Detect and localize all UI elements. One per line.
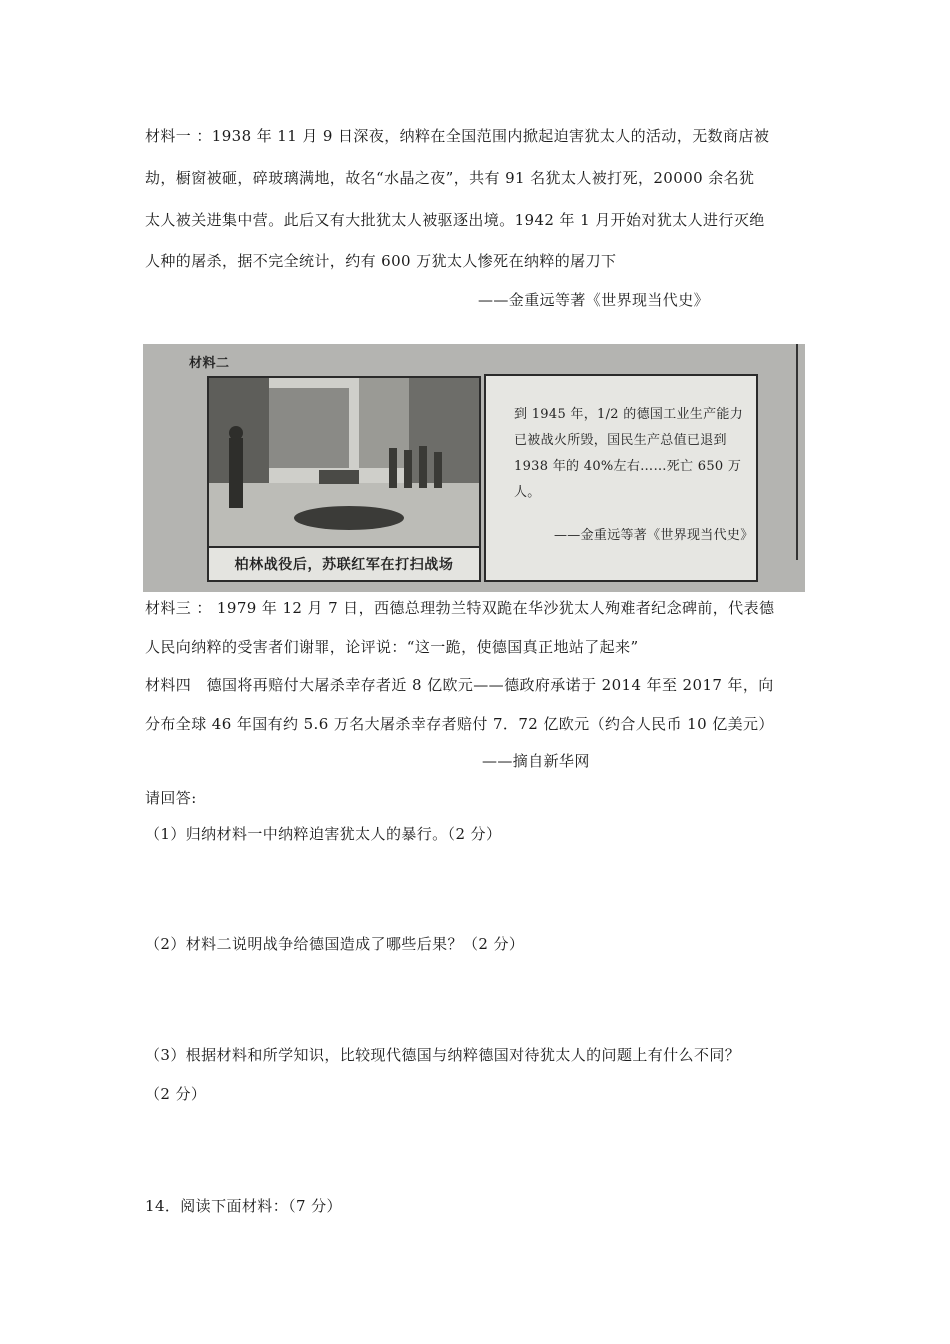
question-14: 14．阅读下面材料：（7 分） bbox=[145, 1197, 342, 1215]
material1-line-3: 太人被关进集中营。此后又有大批犹太人被驱逐出境。1942 年 1 月开始对犹太人进行灭绝 bbox=[145, 211, 765, 229]
material4-line-1: 材料四 德国将再赔付大屠杀幸存者近 8 亿欧元——德政府承诺于 2014 年至 2017 年，向 bbox=[145, 676, 774, 694]
question-3: （3）根据材料和所学知识，比较现代德国与纳粹德国对待犹太人的问题上有什么不同？ bbox=[145, 1046, 741, 1064]
material2-text: 到 1945 年，1/2 的德国工业生产能力已被战火所毁，国民生产总值已退到 1938 年的 40%左右……死亡 650 万人。 bbox=[514, 407, 744, 500]
material1-line-2: 劫，橱窗被砸，碎玻璃满地，故名“水晶之夜”，共有 91 名犹太人被打死，20000 余名犹 bbox=[145, 169, 755, 187]
material1-source: ——金重远等著《世界现当代史》 bbox=[478, 291, 710, 309]
answer-prompt: 请回答: bbox=[145, 789, 197, 807]
material1-line-4: 人种的屠杀，据不完全统计，约有 600 万犹太人惨死在纳粹的屠刀下 bbox=[145, 252, 617, 270]
material4-line-2: 分布全球 46 年国有约 5.6 万名大屠杀幸存者赔付 7．72 亿欧元（约合人民币 10 亿美元） bbox=[145, 715, 774, 733]
photo-caption: 柏林战役后，苏联红军在打扫战场 bbox=[209, 546, 479, 580]
photo-edge-line bbox=[796, 344, 798, 560]
material2-image bbox=[143, 344, 805, 592]
material2-source: ——金重远等著《世界现当代史》 bbox=[554, 528, 754, 543]
question-3-score: （2 分） bbox=[145, 1085, 207, 1103]
material3-line-2: 人民向纳粹的受害者们谢罪，论评说：“这一跪，使德国真正地站了起来” bbox=[145, 638, 639, 656]
battle-photo bbox=[207, 376, 481, 582]
material1-line-1: 材料一 ：1938 年 11 月 9 日深夜，纳粹在全国范围内掀起迫害犹太人的活动，无数商店被 bbox=[145, 127, 770, 145]
battle-scene-illustration bbox=[209, 378, 479, 548]
material2-label: 材料二 bbox=[189, 356, 230, 371]
material4-source: ——摘自新华网 bbox=[482, 752, 590, 770]
question-2: （2）材料二说明战争给德国造成了哪些后果？（2 分） bbox=[145, 935, 525, 953]
question-1: （1）归纳材料一中纳粹迫害犹太人的暴行。（2 分） bbox=[145, 825, 502, 843]
material3-line-1: 材料三 ： 1979 年 12 月 7 日，西德总理勃兰特双跪在华沙犹太人殉难者纪念碑前，代表德 bbox=[145, 599, 775, 617]
material2-text-box bbox=[484, 374, 758, 582]
